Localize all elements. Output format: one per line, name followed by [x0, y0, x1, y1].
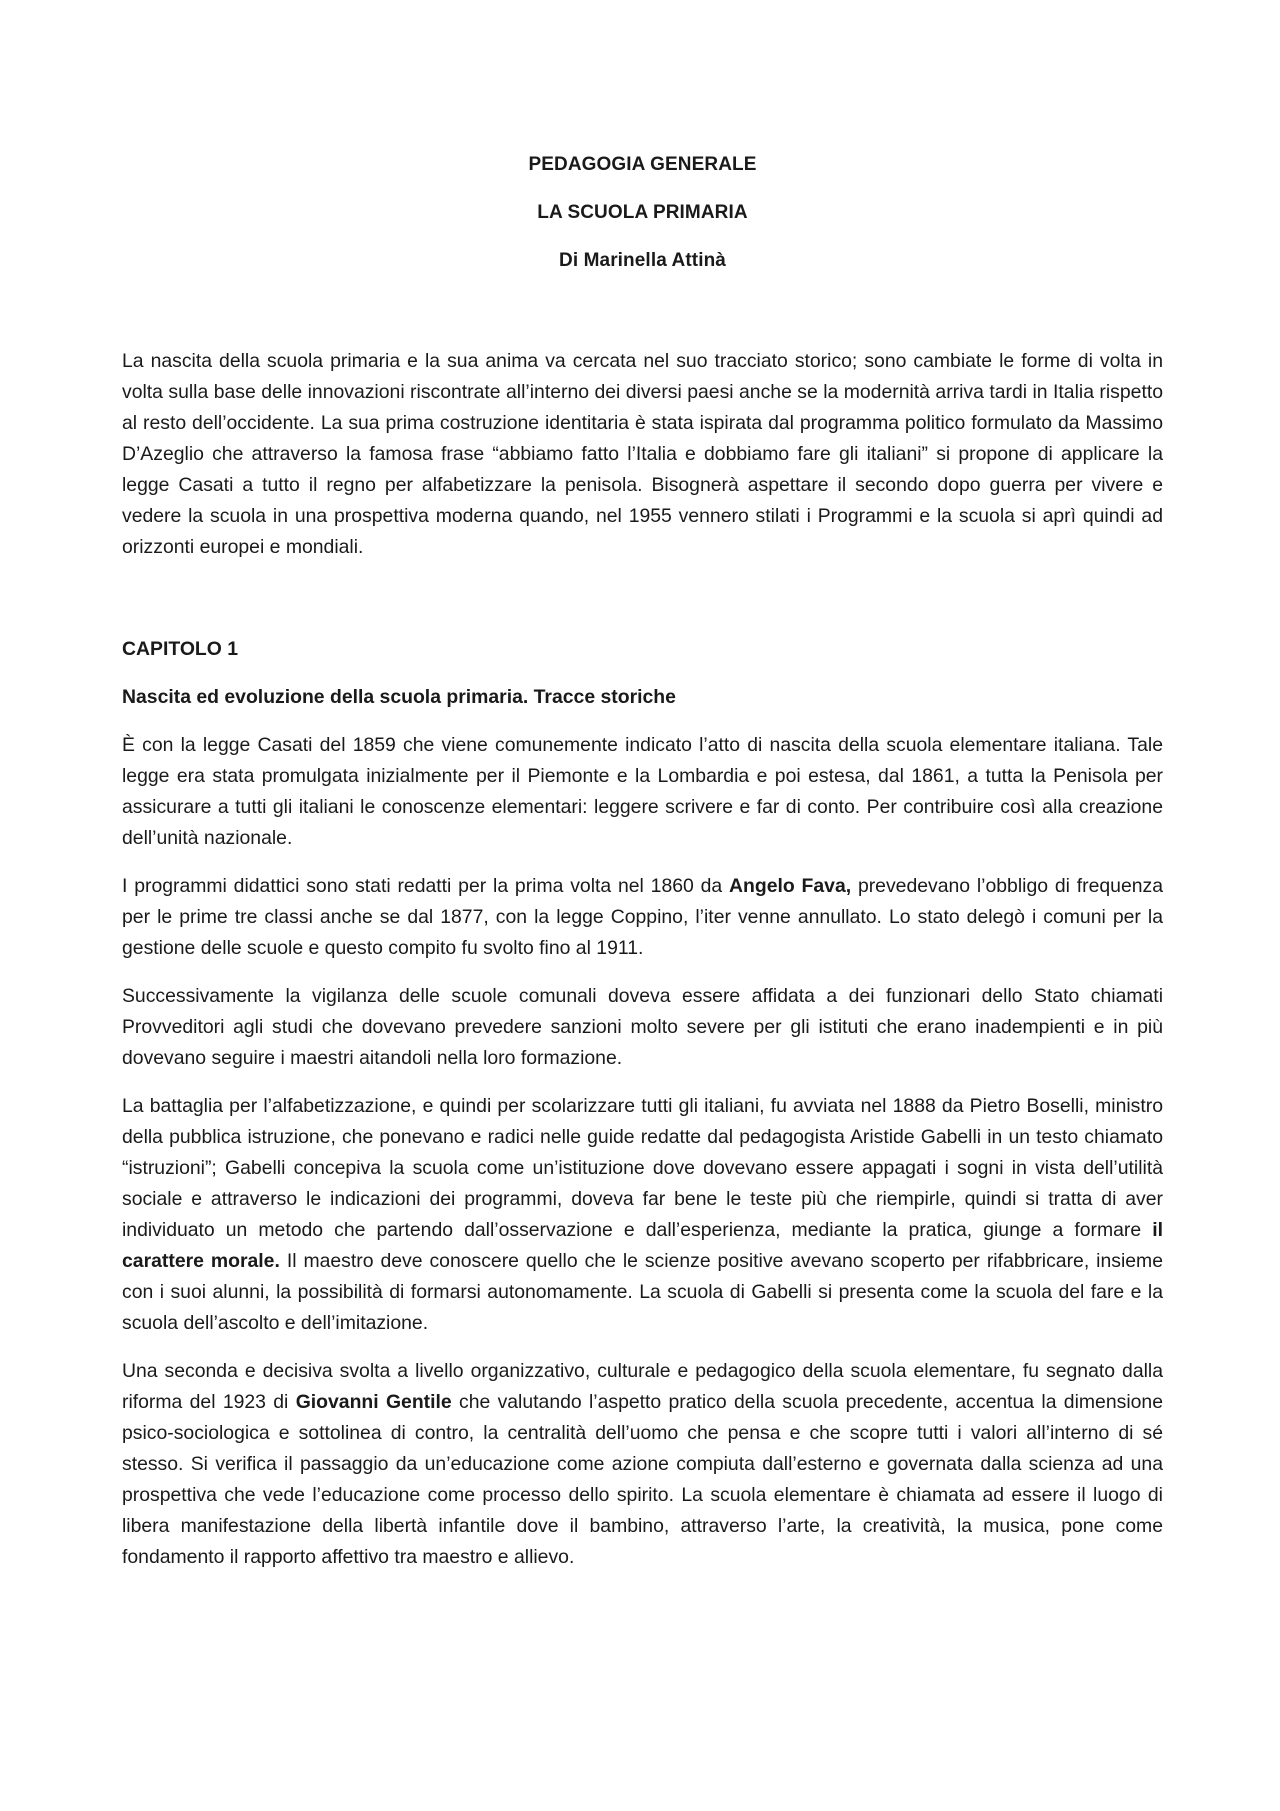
paragraph-programmi-text-b: prevedevano l’obbligo di frequenza per le prime tre classi anche se dal 1877, con la legge Coppino, l’iter venne annullato. Lo stato delegò i comuni per la gestione delle scuole e questo compito fu svolto fino al 1911. [122, 875, 1163, 959]
title-block [122, 153, 1163, 273]
paragraph-gentile [122, 1356, 1163, 1573]
paragraph-vigilanza: Successivamente la vigilanza delle scuole comunali doveva essere affidata a dei funzionari dello Stato chiamati Provveditori agli studi che dovevano prevedere sanzioni molto severe per gli istituti che erano inadempienti e in più dovevano seguire i maestri aitandoli nella loro formazione. [122, 985, 1163, 1069]
paragraph-alfabetizzazione-text-b: Il maestro deve conoscere quello che le scienze positive avevano scoperto per rifabbricare, insieme con i suoi alunni, la possibilità di formarsi autonomamente. La scuola di Gabelli si presenta come la scuola del fare e la scuola dell’ascolto e dell’imitazione. [122, 1250, 1163, 1334]
document-title: LA SCUOLA PRIMARIA [537, 202, 748, 223]
chapter-heading: CAPITOLO 1 [122, 638, 239, 660]
paragraph-programmi [122, 871, 1163, 964]
course-heading: PEDAGOGIA GENERALE [528, 154, 757, 175]
author-line: Di Marinella Attinà [559, 250, 726, 271]
section-heading: Nascita ed evoluzione della scuola primaria. Tracce storiche [122, 686, 676, 708]
paragraph-casati: È con la legge Casati del 1859 che viene comunemente indicato l’atto di nascita della scuola elementare italiana. Tale legge era stata promulgata inizialmente per il Piemonte e la Lombardia e poi estesa, dal 1861, a tutta la Penisola per assicurare a tutti gli italiani le conoscenze elementari: leggere scrivere e far di conto. Per contribuire così alla creazione dell’unità nazionale. [122, 734, 1163, 849]
bold-angelo-fava: Angelo Fava, [729, 875, 852, 897]
paragraph-gentile-text-b: che valutando l’aspetto pratico della scuola precedente, accentua la dimensione psico-sociologica e sottolinea di contro, la centralità dell’uomo che pensa e che scopre tutti i valori all’interno di sé stesso. Si verifica il passaggio da un’educazione come azione compiuta dall’esterno e governata dalla scienza ad una prospettiva che vede l’educazione come processo dello spirito. La scuola elementare è chiamata ad essere il luogo di libera manifestazione della libertà infantile dove il bambino, attraverso l’arte, la creatività, la musica, pone come fondamento il rapporto affettivo tra maestro e allievo. [122, 1391, 1163, 1568]
bold-giovanni-gentile: Giovanni Gentile [295, 1391, 452, 1413]
paragraph-programmi-text-a: I programmi didattici sono stati redatti per la prima volta nel 1860 da [122, 875, 730, 897]
paragraph-alfabetizzazione [122, 1091, 1163, 1339]
intro-paragraph: La nascita della scuola primaria e la sua anima va cercata nel suo tracciato storico; sono cambiate le forme di volta in volta sulla base delle innovazioni riscontrate all’interno dei diversi paesi anche se la modernità arriva tardi in Italia rispetto al resto dell’occidente. La sua prima costruzione identitaria è stata ispirata dal programma politico formulato da Massimo D’Azeglio che attraverso la famosa frase “abbiamo fatto l’Italia e dobbiamo fare gli italiani” si propone di applicare la legge Casati a tutto il regno per alfabetizzare la penisola. Bisognerà aspettare il secondo dopo guerra per vivere e vedere la scuola in una prospettiva moderna quando, nel 1955 vennero stilati i Programmi e la scuola si aprì quindi ad orizzonti europei e mondiali. [122, 350, 1163, 558]
paragraph-gentile-text-a: Una seconda e decisiva svolta a livello organizzativo, culturale e pedagogico della scuola elementare, fu segnato dalla riforma del 1923 di [122, 1360, 1163, 1413]
bold-carattere-morale: il carattere morale. [122, 1219, 1163, 1272]
paragraph-alfabetizzazione-text-a: La battaglia per l’alfabetizzazione, e quindi per scolarizzare tutti gli italiani, fu avviata nel 1888 da Pietro Boselli, ministro della pubblica istruzione, che ponevano e radici nelle guide redatte dal pedagogista Aristide Gabelli in un testo chiamato “istruzioni”; Gabelli concepiva la scuola come un’istituzione dove dovevano essere appagati i sogni in vista dell’utilità sociale e attraverso le indicazioni dei programmi, doveva far bene le teste più che riempirle, quindi si tratta di aver individuato un metodo che partendo dall’osservazione e dall’esperienza, mediante la pratica, giunge a formare [122, 1095, 1163, 1241]
